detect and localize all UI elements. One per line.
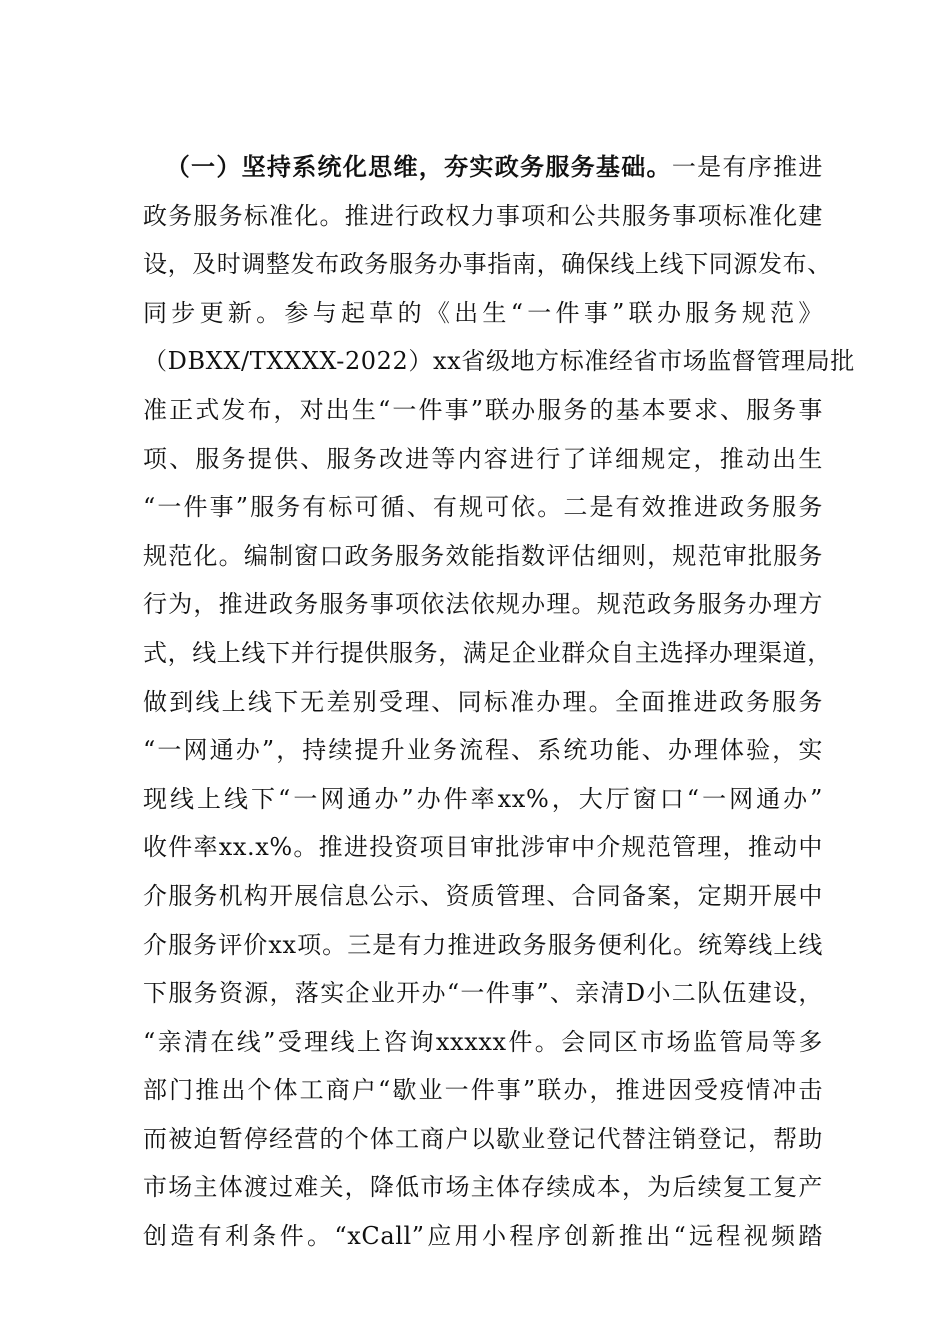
document-page bbox=[143, 143, 855, 1261]
paragraph-line: 下服务资源，落实企业开办“一件事”、亲清D小二队伍建设， bbox=[143, 979, 823, 1008]
paragraph-line: 介服务评价xx项。三是有力推进政务服务便利化。统筹线上线 bbox=[143, 930, 823, 959]
heading-continuation: 一是有序推进 bbox=[671, 153, 823, 181]
paragraph-line: 介服务机构开展信息公示、资质管理、合同备案，定期开展中 bbox=[143, 881, 823, 910]
section-heading: （一）坚持系统化思维，夯实政务服务基础。 bbox=[165, 152, 672, 181]
paragraph-line: 做到线上线下无差别受理、同标准办理。全面推进政务服务 bbox=[143, 687, 823, 716]
paragraph-line: 收件率xx.x%。推进投资项目审批涉审中介规范管理，推动中 bbox=[143, 833, 823, 862]
paragraph-line: 式，线上线下并行提供服务，满足企业群众自主选择办理渠道， bbox=[143, 638, 832, 667]
paragraph-line: 市场主体渡过难关，降低市场主体存续成本，为后续复工复产 bbox=[143, 1173, 823, 1202]
paragraph-line: 而被迫暂停经营的个体工商户以歇业登记代替注销登记，帮助 bbox=[143, 1124, 823, 1153]
paragraph-line: 设，及时调整发布政务服务办事指南，确保线上线下同源发布、 bbox=[143, 250, 832, 279]
paragraph-line: 规范化。编制窗口政务服务效能指数评估细则，规范审批服务 bbox=[143, 541, 823, 570]
paragraph-line: 项、服务提供、服务改进等内容进行了详细规定，推动出生 bbox=[143, 444, 823, 473]
paragraph-line: 现线上线下“一网通办”办件率xx%，大厅窗口“一网通办” bbox=[143, 784, 823, 813]
paragraph-body bbox=[143, 192, 855, 1261]
paragraph-line: 准正式发布，对出生“一件事”联办服务的基本要求、服务事 bbox=[143, 395, 823, 424]
paragraph-line: 部门推出个体工商户“歇业一件事”联办，推进因受疫情冲击 bbox=[143, 1076, 823, 1105]
paragraph-line bbox=[143, 143, 823, 192]
paragraph-line: 行为，推进政务服务事项依法依规办理。规范政务服务办理方 bbox=[143, 590, 823, 619]
paragraph-line: 创造有利条件。“xCall”应用小程序创新推出“远程视频踏 bbox=[143, 1222, 823, 1251]
paragraph-line: “亲清在线”受理线上咨询xxxxx件。会同区市场监管局等多 bbox=[143, 1027, 823, 1056]
paragraph-line: （DBXX/TXXXX-2022）xx省级地方标准经省市场监督管理局批 bbox=[143, 347, 855, 376]
paragraph-line: “一件事”服务有标可循、有规可依。二是有效推进政务服务 bbox=[143, 493, 823, 522]
paragraph-line: 政务服务标准化。推进行政权力事项和公共服务事项标准化建 bbox=[143, 201, 823, 230]
paragraph-line: “一网通办”，持续提升业务流程、系统功能、办理体验，实 bbox=[143, 736, 823, 765]
paragraph-line: 同步更新。参与起草的《出生“一件事”联办服务规范》 bbox=[143, 298, 823, 327]
